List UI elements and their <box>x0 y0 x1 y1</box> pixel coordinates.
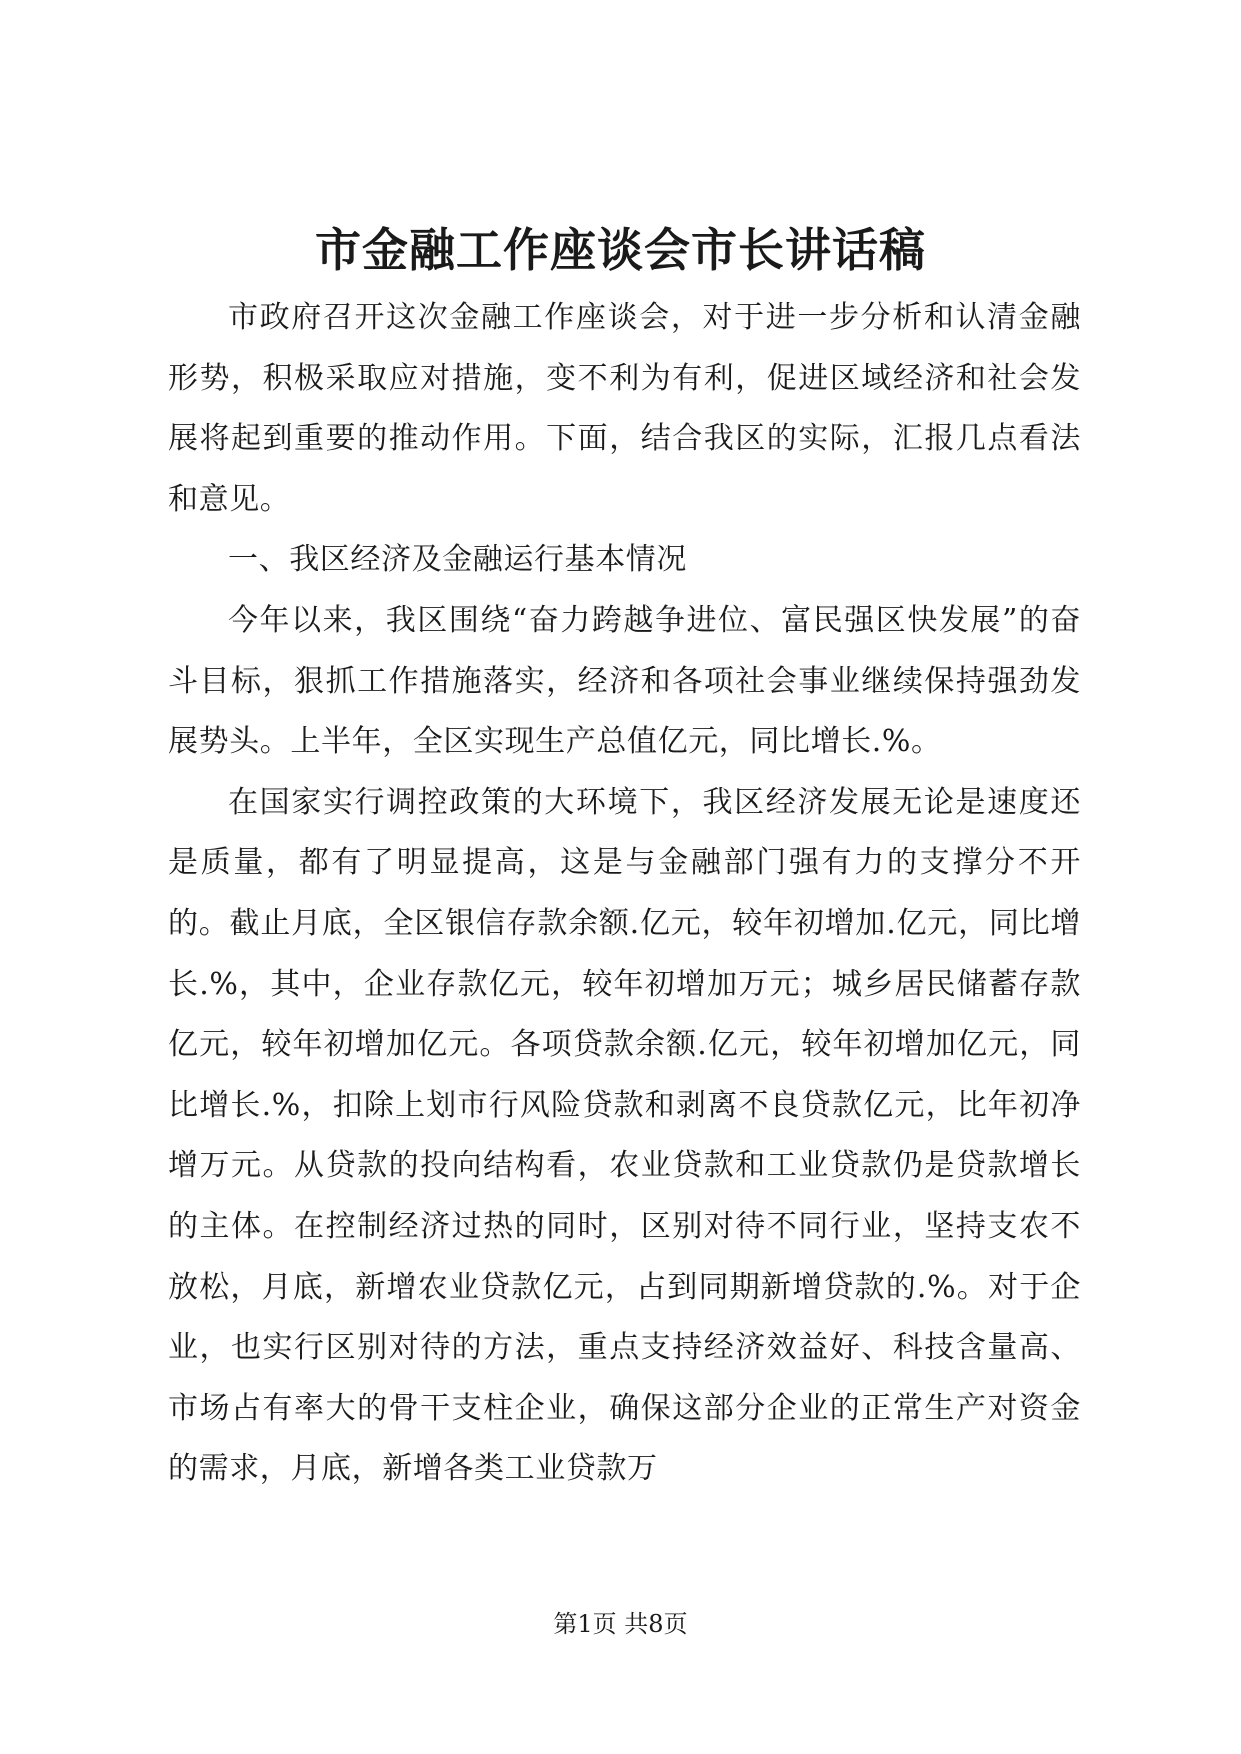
section-heading-1: 一、我区经济及金融运行基本情况 <box>228 542 687 578</box>
document-body <box>168 288 1081 1500</box>
page-footer: 第1页 共8页 <box>553 1610 688 1638</box>
page-title: 市金融工作座谈会市长讲话稿 <box>315 223 926 277</box>
paragraph-intro: 市政府召开这次金融工作座谈会，对于进一步分析和认清金融形势，积极采取应对措施，变不利为有利，促进区域经济和社会发展将起到重要的推动作用。下面，结合我区的实际，汇报几点看法和意见。 <box>168 300 1081 517</box>
paragraph-overview: 今年以来，我区围绕“奋力跨越争进位、富民强区快发展”的奋斗目标，狠抓工作措施落实，经济和各项社会事业继续保持强劲发展势头。上半年，全区实现生产总值亿元，同比增长.%。 <box>168 602 1081 760</box>
paragraph-finance-details: 在国家实行调控政策的大环境下，我区经济发展无论是速度还是质量，都有了明显提高，这是与金融部门强有力的支撑分不开的。截止月底，全区银信存款余额.亿元，较年初增加.亿元，同比增长.%，其中，企业存款亿元，较年初增加万元；城乡居民储蓄存款亿元，较年初增加亿元。各项贷款余额.亿元，较年初增加亿元，同比增长.%，扣除上划市行风险贷款和剥离不良贷款亿元，比年初净增万元。从贷款的投向结构看，农业贷款和工业贷款仍是贷款增长的主体。在控制经济过热的同时，区别对待不同行业，坚持支农不放松，月底，新增农业贷款亿元，占到同期新增贷款的.%。对于企业，也实行区别对待的方法，重点支持经济效益好、科技含量高、市场占有率大的骨干支柱企业，确保这部分企业的正常生产对资金的需求，月底，新增各类工业贷款万 <box>168 784 1081 1487</box>
